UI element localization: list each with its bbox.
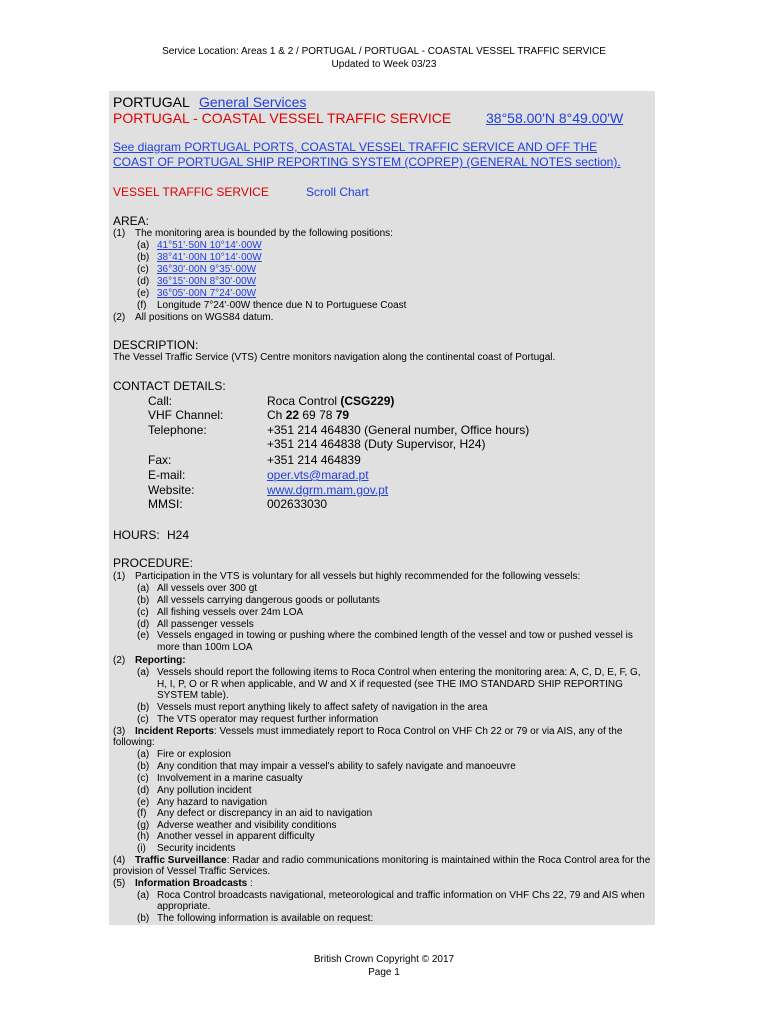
list-item: Any condition that may impair a vessel's ability to safely navigate and manoeuvre	[157, 761, 516, 772]
list-item-label: (c)	[137, 714, 149, 725]
procedure-1-voluntary: voluntary	[252, 571, 293, 582]
scroll-chart-link[interactable]: Scroll Chart	[306, 185, 369, 199]
vhf-channel-79: 79	[335, 408, 350, 422]
area-longitude-text: Longitude 7°24'·00W thence due N to Portuguese Coast	[157, 300, 407, 311]
list-item: Adverse weather and visibility conditions	[157, 820, 337, 831]
page-header-updated: Updated to Week 03/23	[331, 59, 437, 70]
procedure-2-title: Reporting:	[135, 655, 186, 666]
email-link[interactable]: oper.vts@marad.pt	[267, 468, 369, 482]
footer-copyright: British Crown Copyright © 2017	[313, 954, 455, 965]
call-station: Roca Control	[267, 394, 341, 408]
service-name: PORTUGAL - COASTAL VESSEL TRAFFIC SERVICE	[113, 110, 452, 126]
procedure-3-title: Incident Reports	[135, 726, 214, 737]
procedure-4-text	[135, 855, 650, 866]
list-item: Fire or explosion	[157, 749, 231, 760]
mmsi-label: MMSI:	[148, 497, 183, 511]
list-item: Vessels must report anything likely to affect safety of navigation in the area	[157, 702, 488, 713]
website-link[interactable]: www.dgrm.mam.gov.pt	[267, 483, 389, 497]
list-item-label: (i)	[137, 843, 146, 854]
telephone-general: +351 214 464830 (General number, Office hours)	[267, 423, 530, 437]
list-item-label: (a)	[137, 749, 150, 760]
list-item-label: (b)	[137, 761, 150, 772]
list-item: Involvement in a marine casualty	[157, 773, 303, 784]
list-item: All passenger vessels	[157, 619, 254, 630]
list-item-label: (g)	[137, 820, 150, 831]
see-diagram-link-line2[interactable]: COAST OF PORTUGAL SHIP REPORTING SYSTEM (COPREP) (GENERAL NOTES section).	[113, 155, 621, 169]
area-position-label: (f)	[137, 300, 147, 311]
area-intro-number: (1)	[113, 228, 126, 239]
vhf-value	[267, 408, 349, 422]
list-item-continued: appropriate.	[157, 901, 211, 912]
list-item-label: (c)	[137, 773, 149, 784]
list-item: The following information is available on request:	[157, 913, 374, 924]
list-item: All fishing vessels over 24m LOA	[157, 607, 304, 618]
area-position-label: (a)	[137, 240, 150, 251]
list-item-label: (a)	[137, 667, 150, 678]
vts-heading: VESSEL TRAFFIC SERVICE	[113, 185, 269, 199]
procedure-1-pre: Participation in the VTS is	[135, 571, 253, 582]
call-value	[267, 394, 394, 408]
area-heading: AREA:	[113, 214, 150, 228]
procedure-1-text	[135, 571, 580, 582]
list-item: Any pollution incident	[157, 785, 252, 796]
area-position-label: (b)	[137, 252, 150, 263]
vhf-prefix: Ch	[267, 408, 286, 422]
list-item: The VTS operator may request further information	[157, 714, 379, 725]
list-item-label: (a)	[137, 583, 150, 594]
list-item: Any defect or discrepancy in an aid to navigation	[157, 808, 373, 819]
list-item-label: (e)	[137, 797, 150, 808]
procedure-5-colon: :	[247, 878, 253, 889]
call-sign: (CSG229)	[340, 394, 395, 408]
procedure-1-post: for all vessels but highly recommended for the following vessels:	[292, 571, 581, 582]
contact-heading: CONTACT DETAILS:	[113, 379, 226, 393]
list-item-label: (f)	[137, 808, 147, 819]
list-item: All vessels over 300 gt	[157, 583, 258, 594]
fax-value: +351 214 464839	[267, 453, 361, 467]
vhf-channel-22: 22	[285, 408, 300, 422]
list-item-label: (d)	[137, 619, 150, 630]
list-item-label: (h)	[137, 831, 150, 842]
list-item-label: (a)	[137, 890, 150, 901]
procedure-1-number: (1)	[113, 571, 126, 582]
procedure-3-line2: following:	[113, 737, 155, 748]
area-intro: The monitoring area is bounded by the following positions:	[135, 228, 393, 239]
list-item-continued: H, I, P, O or R when applicable, and W and X if requested (see THE IMO STANDARD SHIP REPORTING	[157, 679, 623, 690]
telephone-label: Telephone:	[148, 423, 207, 437]
list-item: Vessels engaged in towing or pushing where the combined length of the vessel and tow or pushed vessel is	[157, 630, 633, 641]
procedure-4-line2: provision of Vessel Traffic Services.	[113, 866, 271, 877]
footer-page-number: Page 1	[368, 967, 400, 978]
area-position-label: (d)	[137, 276, 150, 287]
procedure-5-text	[135, 878, 253, 889]
telephone-duty: +351 214 464838 (Duty Supervisor, H24)	[267, 437, 486, 451]
list-item-label: (b)	[137, 595, 150, 606]
area-datum-number: (2)	[113, 312, 126, 323]
procedure-4-number: (4)	[113, 855, 126, 866]
description-text: The Vessel Traffic Service (VTS) Centre monitors navigation along the continental coast of Portugal.	[113, 352, 556, 363]
vhf-channels-mid: 69 78	[299, 408, 336, 422]
vhf-label: VHF Channel:	[148, 408, 224, 422]
area-position-link[interactable]: 36°30'·00N 9°35'·00W	[157, 264, 257, 275]
area-datum: All positions on WGS84 datum.	[135, 312, 274, 323]
procedure-5-title: Information Broadcasts	[135, 878, 248, 889]
website-label: Website:	[148, 483, 195, 497]
fax-label: Fax:	[148, 453, 172, 467]
list-item: Security incidents	[157, 843, 236, 854]
list-item-continued: SYSTEM table).	[157, 690, 229, 701]
list-item: Roca Control broadcasts navigational, meteorological and traffic information on VHF Chs 22, 79 and AIS when	[157, 890, 645, 901]
service-position-link[interactable]: 38°58.00'N 8°49.00'W	[486, 110, 624, 126]
list-item: Vessels should report the following items to Roca Control when entering the monitoring area: A, C, D, E, F, G,	[157, 667, 641, 678]
list-item: Any hazard to navigation	[157, 797, 268, 808]
procedure-heading: PROCEDURE:	[113, 556, 194, 570]
list-item-label: (e)	[137, 630, 150, 641]
hours-value: H24	[167, 528, 190, 542]
list-item-continued: more than 100m LOA	[157, 642, 253, 653]
description-heading: DESCRIPTION:	[113, 338, 199, 352]
general-services-link[interactable]: General Services	[199, 94, 307, 110]
area-position-link[interactable]: 41°51'·50N 10°14'·00W	[157, 240, 262, 251]
list-item: Another vessel in apparent difficulty	[157, 831, 315, 842]
mmsi-value: 002633030	[267, 497, 328, 511]
title-country: PORTUGAL	[113, 94, 190, 110]
page-header-location: Service Location: Areas 1 & 2 / PORTUGAL / PORTUGAL - COASTAL VESSEL TRAFFIC SERVICE	[162, 46, 606, 57]
procedure-2-number: (2)	[113, 655, 126, 666]
procedure-5-number: (5)	[113, 878, 126, 889]
procedure-3-number: (3)	[113, 726, 126, 737]
call-label: Call:	[148, 394, 173, 408]
procedure-3-line1: : Vessels must immediately report to Roca Control on VHF Ch 22 or 79 or via AIS, any of the	[213, 726, 623, 737]
list-item-label: (b)	[137, 702, 150, 713]
procedure-4-line1: : Radar and radio communications monitoring is maintained within the Roca Control area for the	[226, 855, 651, 866]
list-item: All vessels carrying dangerous goods or pollutants	[157, 595, 380, 606]
procedure-3-text	[135, 726, 622, 737]
procedure-4-title: Traffic Surveillance	[135, 855, 227, 866]
list-item-label: (b)	[137, 913, 150, 924]
area-position-link[interactable]: 36°15'·00N 8°30'·00W	[157, 276, 257, 287]
area-position-link[interactable]: 36°05'·00N 7°24'·00W	[157, 288, 257, 299]
email-label: E-mail:	[148, 468, 186, 482]
see-diagram-link-line1[interactable]: See diagram PORTUGAL PORTS, COASTAL VESSEL TRAFFIC SERVICE AND OFF THE	[113, 140, 598, 154]
list-item-label: (c)	[137, 607, 149, 618]
hours-label: HOURS:	[113, 528, 160, 542]
area-position-label: (c)	[137, 264, 149, 275]
area-position-link[interactable]: 38°41'·00N 10°14'·00W	[157, 252, 262, 263]
list-item-label: (d)	[137, 785, 150, 796]
area-position-label: (e)	[137, 288, 150, 299]
